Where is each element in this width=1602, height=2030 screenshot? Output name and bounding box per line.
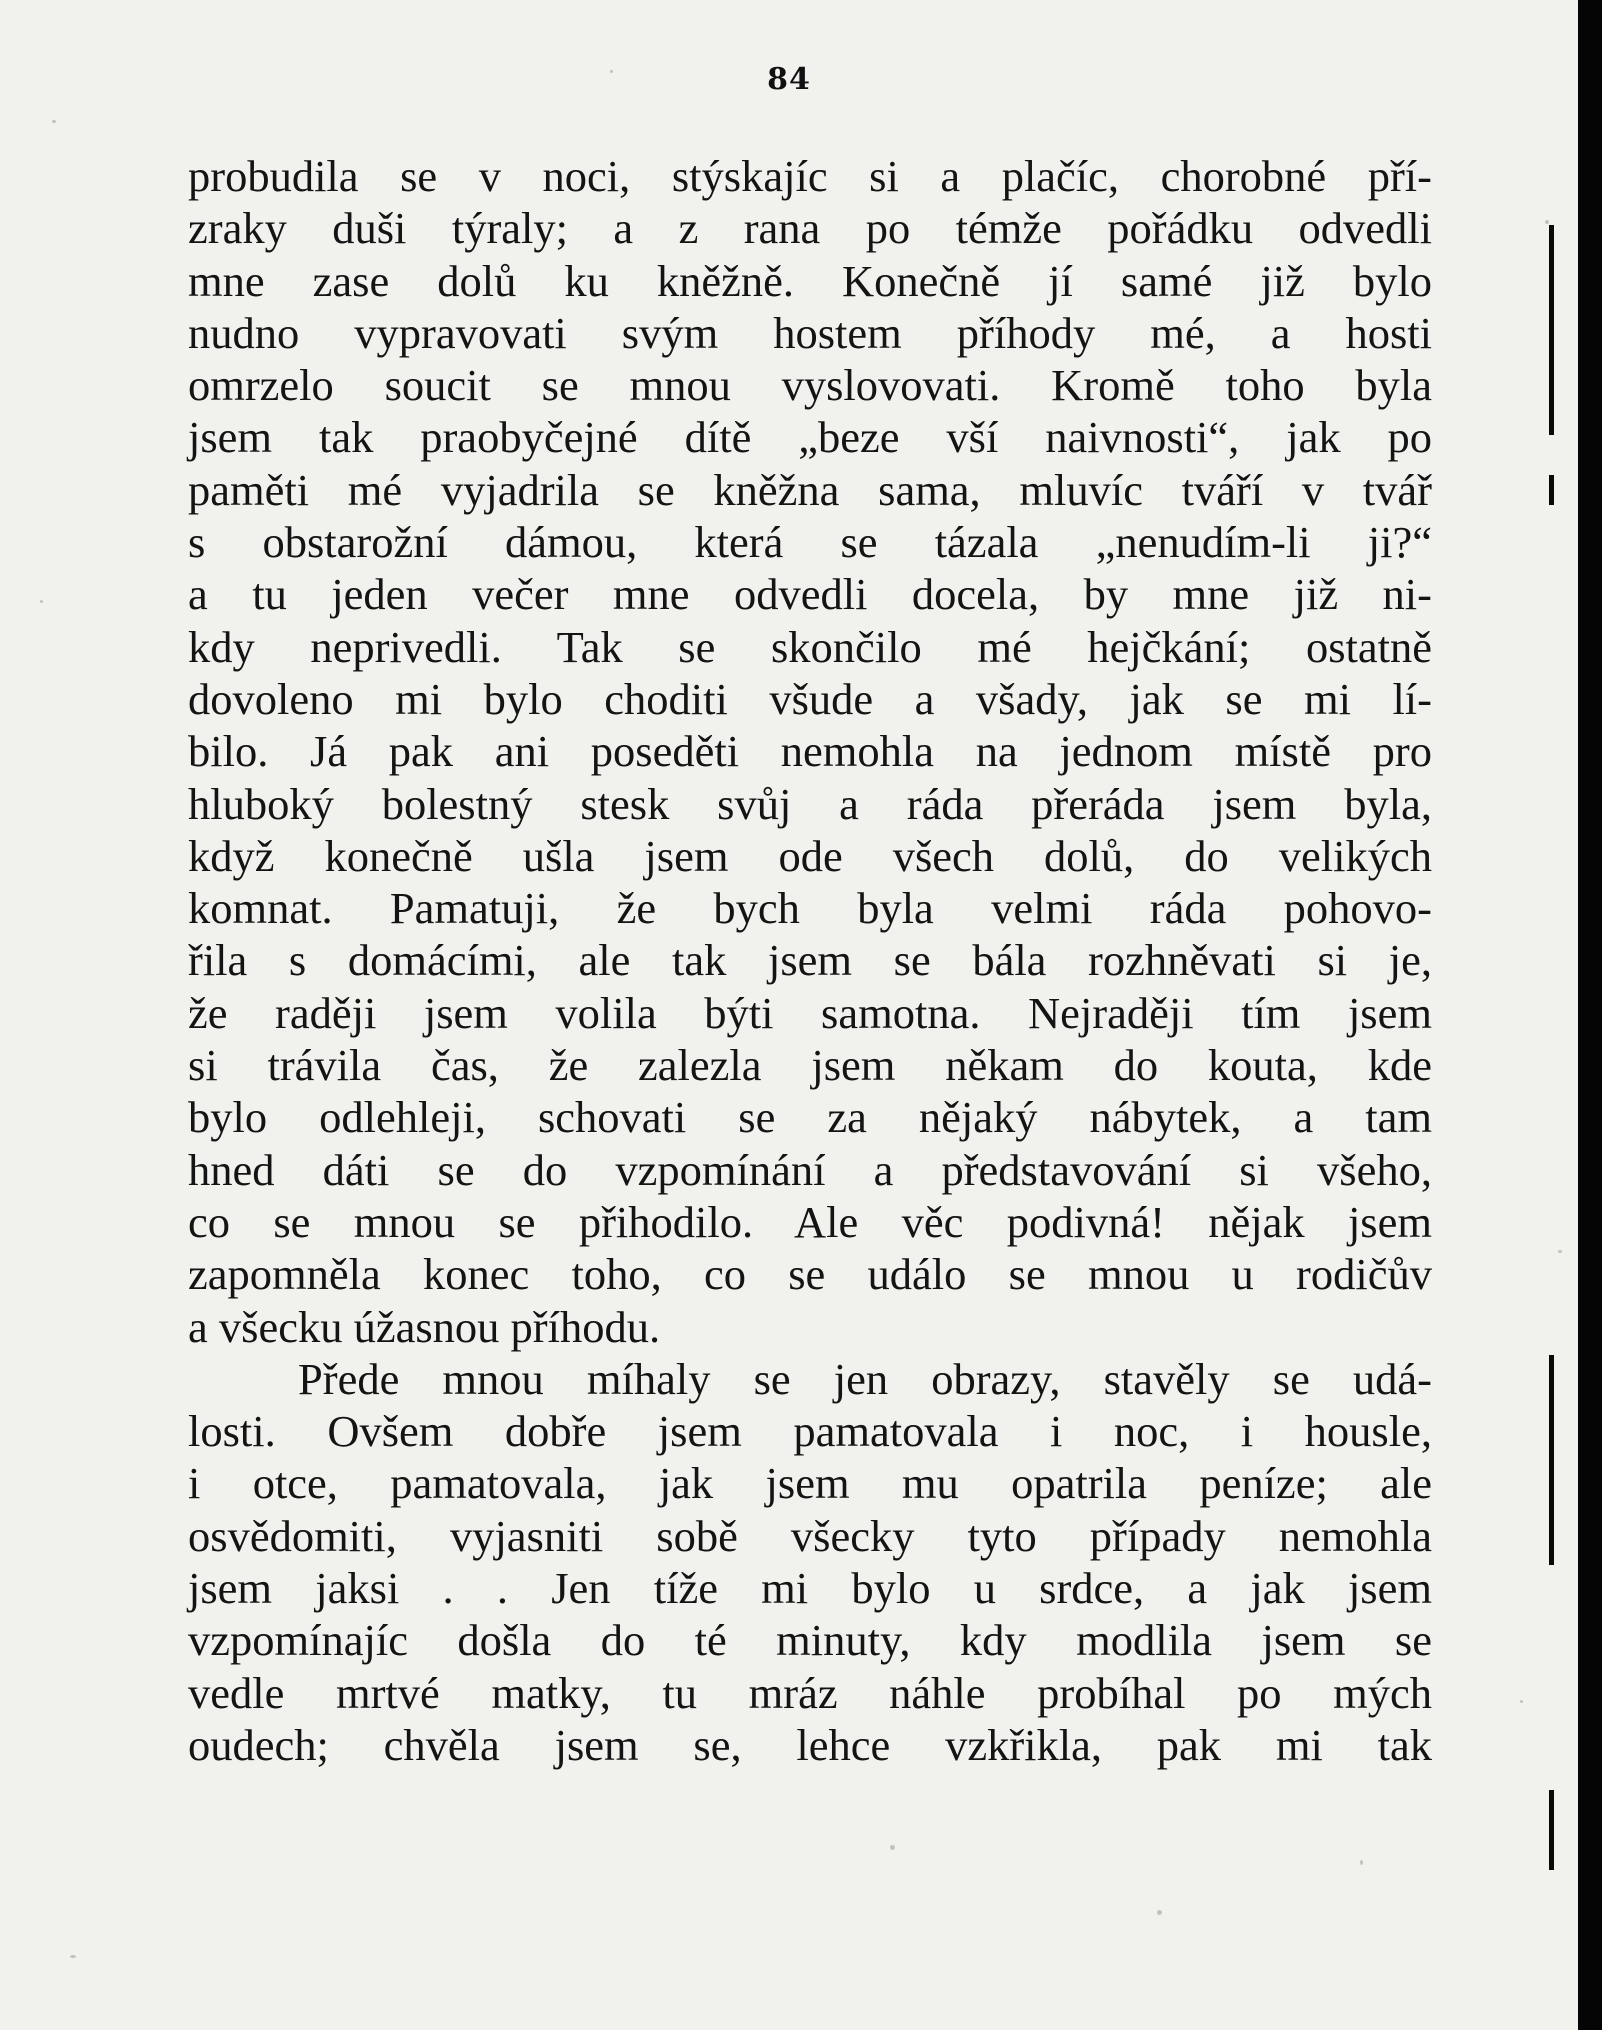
paper-speck: [1360, 1860, 1363, 1865]
text-line: komnat. Pamatuji, že bych byla velmi ráda pohovo-: [188, 883, 1432, 934]
text-line: vzpomínajíc došla do té minuty, kdy modlila jsem se: [188, 1615, 1432, 1666]
paper-speck: [40, 600, 43, 603]
text-line: a tu jeden večer mne odvedli docela, by mne již ni-: [188, 569, 1432, 620]
text-line: zraky duši týraly; a z rana po témže pořádku odvedli: [188, 203, 1432, 254]
text-line: omrzelo soucit se mnou vyslovovati. Kromě toho byla: [188, 360, 1432, 411]
paper-speck: [52, 120, 56, 123]
page-edge-mark: [1549, 475, 1554, 505]
text-line: vedle mrtvé matky, tu mráz náhle probíhal po mých: [188, 1667, 1432, 1718]
page-edge-mark: [1549, 225, 1554, 435]
text-line: i otce, pamatovala, jak jsem mu opatrila peníze; ale: [188, 1458, 1432, 1509]
text-line: že raději jsem volila býti samotna. Nejraději tím jsem: [188, 987, 1432, 1038]
paper-speck: [890, 1845, 895, 1850]
text-line: bylo odlehleji, schovati se za nějaký nábytek, a tam: [188, 1092, 1432, 1143]
paper-speck: [70, 1955, 76, 1958]
text-line: nudno vypravovati svým hostem příhody mé, a hosti: [188, 307, 1432, 358]
paper-speck: [1558, 1250, 1562, 1253]
text-line: a všecku úžasnou příhodu.: [188, 1301, 661, 1352]
text-line: co se mnou se přihodilo. Ale věc podivná! nějak jsem: [188, 1196, 1432, 1247]
text-line: Přede mnou míhaly se jen obrazy, stavěly se udá-: [298, 1353, 1432, 1404]
text-line: kdy neprivedli. Tak se skončilo mé hejčkání; ostatně: [188, 621, 1432, 672]
page-number: 84: [767, 62, 811, 97]
page-edge-mark: [1549, 1790, 1554, 1870]
text-line: dovoleno mi bylo choditi všude a všady, jak se mi lí-: [188, 673, 1432, 724]
paper-speck: [1545, 220, 1549, 224]
text-line: si trávila čas, že zalezla jsem někam do kouta, kde: [188, 1040, 1432, 1091]
text-line: když konečně ušla jsem ode všech dolů, do velikých: [188, 830, 1432, 881]
page-edge-mark: [1549, 1355, 1554, 1565]
text-line: jsem jaksi . . Jen tíže mi bylo u srdce, a jak jsem: [188, 1563, 1432, 1614]
text-line: losti. Ovšem dobře jsem pamatovala i noc, i housle,: [188, 1406, 1432, 1457]
text-line: bilo. Já pak ani poseděti nemohla na jednom místě pro: [188, 726, 1432, 777]
text-line: zapomněla konec toho, co se událo se mnou u rodičův: [188, 1249, 1432, 1300]
text-line: hluboký bolestný stesk svůj a ráda přeráda jsem byla,: [188, 778, 1432, 829]
body-text: [188, 150, 1432, 1771]
text-line: řila s domácími, ale tak jsem se bála rozhněvati si je,: [188, 935, 1432, 986]
text-line: jsem tak praobyčejné dítě „beze vší naivnosti“, jak po: [188, 412, 1432, 463]
text-line: s obstarožní dámou, která se tázala „nenudím-li ji?“: [188, 517, 1432, 568]
text-line: osvědomiti, vyjasniti sobě všecky tyto případy nemohla: [188, 1510, 1432, 1561]
text-line: mne zase dolů ku kněžně. Konečně jí samé již bylo: [188, 255, 1432, 306]
text-line: oudech; chvěla jsem se, lehce vzkřikla, pak mi tak: [188, 1719, 1432, 1770]
scan-border: [1578, 0, 1602, 2030]
paper-speck: [1520, 1700, 1523, 1703]
text-line: paměti mé vyjadrila se kněžna sama, mluvíc tváří v tvář: [188, 464, 1432, 515]
paper-speck: [1157, 1910, 1162, 1915]
text-line: probudila se v noci, stýskajíc si a plačíc, chorobné pří-: [188, 151, 1432, 201]
text-line: hned dáti se do vzpomínání a představování si všeho,: [188, 1144, 1432, 1195]
